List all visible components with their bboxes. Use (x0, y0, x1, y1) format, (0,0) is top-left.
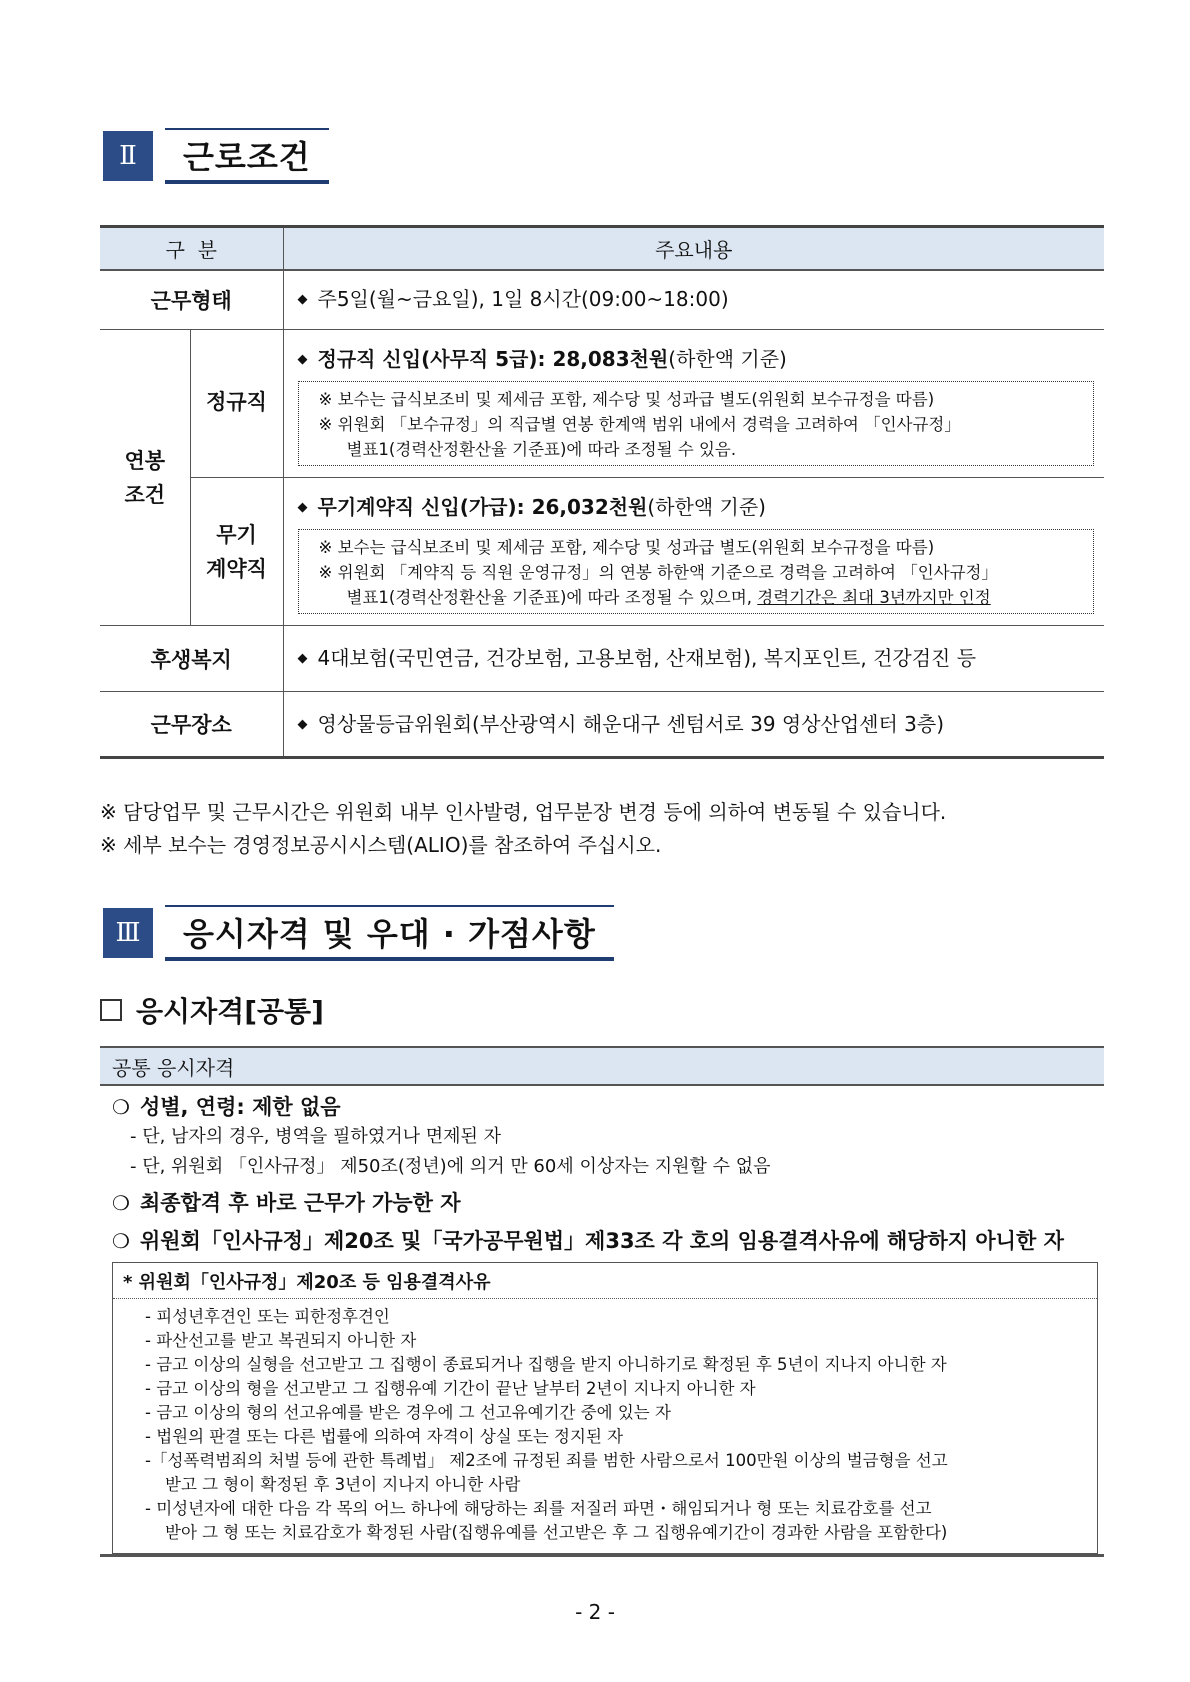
diamond-bullet-icon: ◆ (297, 651, 308, 666)
regular-salary-item: ◆ 정규직 신입(사무직 5급): 28,083천원(하한액 기준) (297, 346, 787, 371)
section-title: 응시자격 및 우대 · 가점사항 (165, 905, 614, 961)
eligibility-item: ❍ 성별, 연령: 제한 없음 (100, 1092, 1104, 1122)
bottom-rule (100, 1554, 1104, 1557)
list-item-continuation: 받아 그 형 또는 치료감호가 확정된 사람(집행유예를 선고받은 후 그 집행유예기간이 경과한 사람을 포함한다) (165, 1523, 948, 1542)
regular-salary-notes: ※ 보수는 급식보조비 및 제세금 포함, 제수당 및 성과급 별도(위원회 보수규정을 따름) ※ 위원회 「보수규정」의 직급별 연봉 한계액 범위 내에서 경력을 고려하여 「인사규정」 별표1(경력산정환산율 기준표)에 따라 조정될 수 있음. (298, 381, 1095, 466)
eligibility-subheading: 응시자격[공통] (100, 990, 324, 1030)
eligibility-header: 공통 응시자격 (100, 1046, 1104, 1086)
table-footnotes: ※ 담당업무 및 근무시간은 위원회 내부 인사발령, 업무분장 변경 등에 의하여 변동될 수 있습니다. ※ 세부 보수는 경영정보공시시스템(ALIO)를 참조하여 주십시오. (100, 800, 947, 857)
diamond-bullet-icon: ◆ (297, 292, 308, 308)
work-type-item: ◆ 주5일(월~금요일), 1일 8시간(09:00~18:00) (297, 287, 729, 312)
eligibility-item: ❍ 위원회「인사규정」제20조 및「국가공무원법」제33조 각 호의 임용결격사유에 해당하지 아니한 자 (100, 1226, 1104, 1256)
row-label-regular: 정규직 (190, 330, 283, 478)
page-number: - 2 - (575, 1600, 615, 1624)
section-number: Ⅱ (103, 131, 153, 181)
row-label-salary: 연봉 조건 (100, 330, 190, 626)
row-label-welfare: 후생복지 (100, 626, 283, 692)
eligibility-section (100, 1046, 1104, 1557)
list-item: - 금고 이상의 형을 선고받고 그 집행유예 기간이 끝난 날부터 2년이 지나지 아니한 자 (145, 1379, 756, 1398)
list-item: - 금고 이상의 실형을 선고받고 그 집행이 종료되거나 집행을 받지 아니하기로 확정된 후 5년이 지나지 아니한 자 (145, 1355, 947, 1374)
list-item: -「성폭력범죄의 처벌 등에 관한 특례법」 제2조에 규정된 죄를 범한 사람으로서 100만원 이상의 벌금형을 선고 (145, 1451, 948, 1470)
workplace-item: ◆ 영상물등급위원회(부산광역시 해운대구 센텀서로 39 영상산업센터 3층) (297, 711, 945, 736)
row-label-work-type: 근무형태 (100, 270, 283, 330)
working-conditions-table (100, 225, 1104, 759)
contract-salary-notes: ※ 보수는 급식보조비 및 제세금 포함, 제수당 및 성과급 별도(위원회 보수규정을 따름) ※ 위원회 「계약직 등 직원 운영규정」의 연봉 하한액 기준으로 경력을 고려하여 「인사규정」 별표1(경력산정환산율 기준표)에 따라 조정될 수 있으며, 경력기간은 최대 3년까지만 인정 (298, 529, 1095, 614)
circle-bullet-icon: ❍ (112, 1229, 130, 1253)
list-item: - 법원의 판결 또는 다른 법률에 의하여 자격이 상실 또는 정지된 자 (145, 1427, 624, 1446)
contract-salary-item: ◆ 무기계약직 신입(가급): 26,032천원(하한액 기준) (297, 494, 766, 519)
section-2-heading (103, 128, 329, 184)
row-label-contract: 무기 계약직 (190, 478, 283, 626)
table-row (100, 478, 1104, 626)
list-item: - 미성년자에 대한 다음 각 목의 어느 하나에 해당하는 죄를 저질러 파면・해임되거나 형 또는 치료감호를 선고 (145, 1499, 932, 1518)
table-row (100, 626, 1104, 692)
welfare-item: ◆ 4대보험(국민연금, 건강보험, 고용보험, 산재보험), 복지포인트, 건강검진 등 (297, 646, 977, 670)
eligibility-item: ❍ 최종합격 후 바로 근무가 가능한 자 (100, 1188, 1104, 1218)
circle-bullet-icon: ❍ (112, 1191, 130, 1215)
disqualification-list (113, 1299, 1097, 1553)
disqualification-header: * 위원회「인사규정」제20조 등 임용결격사유 (113, 1263, 1097, 1299)
diamond-bullet-icon: ◆ (297, 499, 308, 515)
list-item-continuation: 받고 그 형이 확정된 후 3년이 지나지 아니한 사람 (165, 1475, 521, 1494)
list-item: - 금고 이상의 형의 선고유예를 받은 경우에 그 선고유예기간 중에 있는 자 (145, 1403, 671, 1422)
disqualification-box (112, 1262, 1098, 1554)
checkbox-square-icon (100, 999, 122, 1021)
row-label-workplace: 근무장소 (100, 692, 283, 758)
table-header-row (100, 227, 1104, 270)
section-3-heading (103, 905, 614, 961)
section-number: Ⅲ (103, 908, 153, 958)
table-row (100, 330, 1104, 478)
col-header-content: 주요내용 (283, 227, 1104, 270)
eligibility-subitem: - 단, 위원회 「인사규정」 제50조(정년)에 의거 만 60세 이상자는 지원할 수 없음 (130, 1156, 771, 1177)
section-title: 근로조건 (165, 128, 329, 184)
diamond-bullet-icon: ◆ (297, 716, 308, 732)
list-item: - 파산선고를 받고 복권되지 아니한 자 (145, 1331, 417, 1350)
eligibility-subitem: - 단, 남자의 경우, 병역을 필하였거나 면제된 자 (130, 1126, 501, 1147)
list-item: - 피성년후견인 또는 피한정후견인 (145, 1307, 390, 1326)
table-row (100, 270, 1104, 330)
col-header-category: 구 분 (100, 227, 283, 270)
circle-bullet-icon: ❍ (112, 1095, 130, 1119)
table-row (100, 692, 1104, 758)
diamond-bullet-icon: ◆ (297, 351, 308, 367)
